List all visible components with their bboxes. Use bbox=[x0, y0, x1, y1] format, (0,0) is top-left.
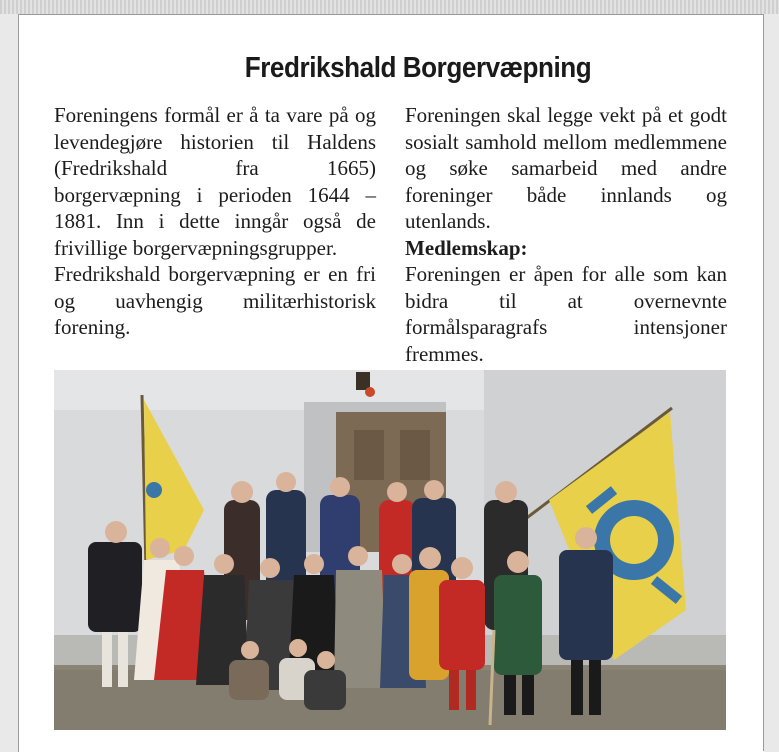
wall-lamp bbox=[356, 372, 370, 390]
article-title: Fredrikshald Borgervæpning bbox=[244, 52, 592, 84]
paragraph-purpose: Foreningens formål er å ta vare på og levendegjøre historien til Haldens (Fredrikshald fra 1665) borgervæpning i perioden 1644 – 1881. Inn i dette inngår også de frivillige borgervæpningsgrupper. bbox=[54, 103, 376, 260]
article-column-right bbox=[405, 102, 727, 367]
paragraph-independence: Fredrikshald borgervæpning er en fri og uavhengig militærhistorisk forening. bbox=[54, 262, 376, 339]
article-column-left bbox=[54, 102, 376, 341]
membership-heading: Medlemskap: bbox=[405, 235, 528, 260]
group-photo bbox=[54, 370, 726, 730]
paragraph-membership: Foreningen er åpen for alle som kan bidra til at overnevnte formålsparagrafs intensjoner fremmes. bbox=[405, 262, 727, 366]
paragraph-social: Foreningen skal legge vekt på et godt sosialt samhold mellom medlemmene og søke samarbeid med andre foreninger både innlands og utenlands. bbox=[405, 103, 727, 233]
viewer-top-strip bbox=[0, 0, 779, 14]
page-right-edge bbox=[763, 14, 764, 751]
